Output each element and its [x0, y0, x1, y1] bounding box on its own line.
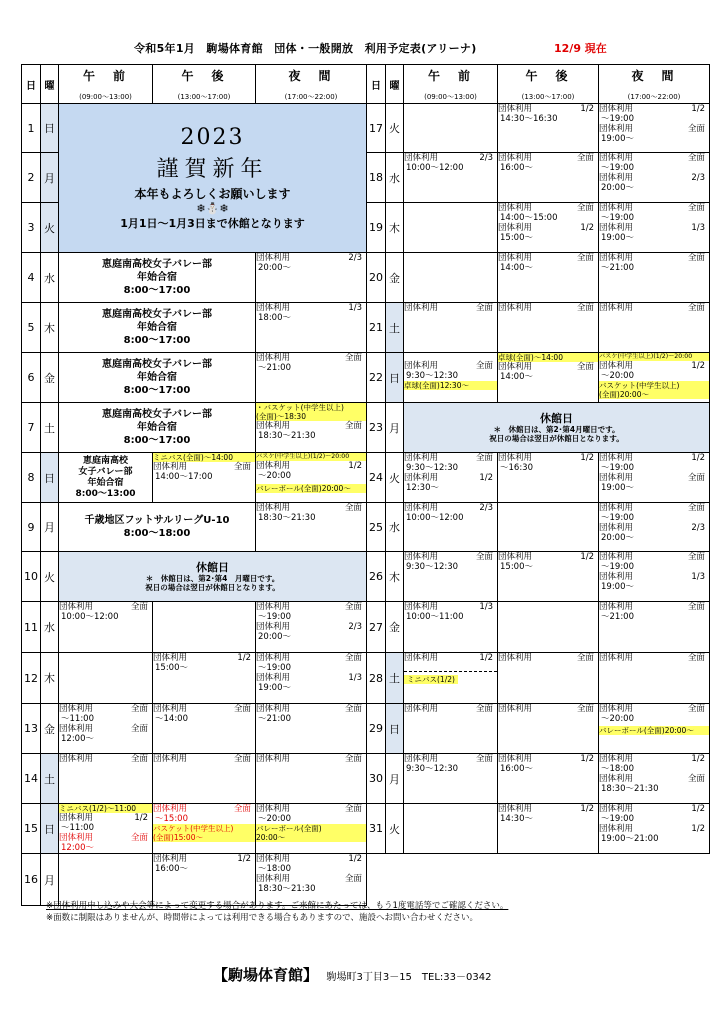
night-cell: 団体利用 全面 ～21:00	[599, 602, 710, 653]
morning-cell	[404, 804, 498, 854]
afternoon-cell: 団体利用 全面 ～15:00 バスケット(中学生以上) (全面)15:00～	[153, 804, 256, 854]
table-row	[22, 552, 367, 602]
schedule-right-table	[366, 64, 710, 854]
night-cell: 団体利用 全面 ～21:00	[256, 353, 367, 403]
day-number: 22	[367, 353, 386, 403]
note-line-2: ※面数に制限はありませんが、時間帯によっては利用できる場合もありますので、施設へお問い合わせください。	[46, 913, 478, 923]
day-of-week: 日	[41, 104, 59, 153]
table-row	[22, 353, 367, 403]
afternoon-cell: 団体利用 全面	[498, 303, 599, 353]
morning-cell: 団体利用 1/3 10:00～11:00	[404, 602, 498, 653]
new-year-message: 本年もよろしくお願いします	[134, 187, 291, 201]
day-number: 18	[367, 153, 386, 203]
night-cell: 団体利用 全面 ～19:00 団体利用 2/3 20:00～	[599, 153, 710, 203]
afternoon-cell: 団体利用 1/2 14:30～16:30	[498, 104, 599, 153]
new-year-year: 2023	[180, 125, 245, 150]
table-row	[367, 153, 710, 203]
day-number: 23	[367, 403, 386, 453]
futsal-block: 千歳地区フットサルリーグU-10 8:00～18:00	[59, 503, 256, 552]
day-of-week: 月	[386, 403, 404, 453]
afternoon-cell: 団体利用 全面	[153, 754, 256, 804]
day-number: 13	[22, 704, 41, 754]
hdr-night: 夜 間 (17:00～22:00)	[256, 65, 367, 104]
day-number: 3	[22, 203, 41, 253]
table-row	[22, 503, 367, 552]
day-of-week: 日	[41, 804, 59, 854]
day-of-week: 木	[41, 653, 59, 704]
afternoon-cell: 団体利用 1/2 16:00～	[153, 854, 256, 906]
night-cell: 団体利用 全面 ～21:00	[256, 704, 367, 754]
facility-address: 駒場町3丁目3－15 TEL:33－0342	[326, 972, 492, 983]
morning-cell	[404, 203, 498, 253]
morning-cell: 団体利用 全面	[404, 704, 498, 754]
afternoon-cell: 団体利用 1/2 ～16:30	[498, 453, 599, 503]
hdr-morning: 午 前 (09:00～13:00)	[404, 65, 498, 104]
day-number: 14	[22, 754, 41, 804]
hdr-afternoon: 午 後 (13:00～17:00)	[153, 65, 256, 104]
day-number: 10	[22, 552, 41, 602]
day-number: 28	[367, 653, 386, 704]
day-of-week: 火	[41, 552, 59, 602]
morning-cell	[404, 104, 498, 153]
day-number: 27	[367, 602, 386, 653]
closed-day-notice: 休館日 ＊ 休館日は、第2･第4月曜日です。 祝日の場合は翌日が休館日となります。	[404, 403, 710, 453]
camp-block: 恵庭南高校女子バレー部 年始合宿 8:00～17:00	[59, 403, 256, 453]
day-of-week: 金	[41, 353, 59, 403]
table-row	[22, 754, 367, 804]
night-cell: バスケ(中学生以上)(1/2)～20:00 団体利用 1/2 ～20:00 バレーボール(全面)20:00～	[256, 453, 367, 503]
table-row	[367, 804, 710, 854]
afternoon-cell: 団体利用 全面 16:00～	[498, 153, 599, 203]
night-cell: 団体利用 全面 ～19:00 団体利用 1/3 19:00～	[256, 653, 367, 704]
day-of-week: 水	[386, 153, 404, 203]
morning-cell: 団体利用 2/3 10:00～12:00	[404, 153, 498, 203]
night-cell: 団体利用 全面 ～20:00 バレーボール(全面) 20:00～	[256, 804, 367, 854]
note-line-1: ※団体利用申し込みや大会等によって変更する場合があります。ご来館にあたっては、もう1度電話等でご確認ください。	[46, 901, 509, 911]
table-row	[367, 104, 710, 153]
afternoon-cell: 団体利用 1/2 15:00～	[153, 653, 256, 704]
table-row	[22, 653, 367, 704]
day-number: 20	[367, 253, 386, 303]
day-of-week: 木	[386, 203, 404, 253]
footer	[213, 964, 491, 985]
day-of-week: 土	[41, 403, 59, 453]
table-row	[367, 403, 710, 453]
day-of-week: 水	[41, 253, 59, 303]
night-cell: 団体利用 1/2 ～18:00 団体利用 全面 18:30～21:30	[256, 854, 367, 906]
day-of-week: 火	[386, 453, 404, 503]
day-of-week: 水	[386, 503, 404, 552]
closed-day-notice: 休館日 ＊ 休館日は、第2･第4 月曜日です。 祝日の場合は翌日が休館日となります。	[59, 552, 367, 602]
afternoon-cell	[153, 602, 256, 653]
day-number: 5	[22, 303, 41, 353]
night-cell: ・バスケット(中学生以上) (全面)～18:30 団体利用 全面 18:30～21:30	[256, 403, 367, 453]
camp-block: 恵庭南高校女子バレー部 年始合宿 8:00～17:00	[59, 353, 256, 403]
day-number: 15	[22, 804, 41, 854]
night-cell: 団体利用 全面 ～19:00 団体利用 1/3 19:00～	[599, 552, 710, 602]
table-row	[367, 353, 710, 403]
day-number: 25	[367, 503, 386, 552]
day-number: 7	[22, 403, 41, 453]
hdr-dow: 曜	[386, 65, 404, 104]
snowman-icon: ❄⛄❄	[196, 202, 229, 215]
camp-block: 恵庭南高校女子バレー部 年始合宿 8:00～17:00	[59, 253, 256, 303]
afternoon-cell: 団体利用 全面 14:00～	[498, 253, 599, 303]
day-number: 19	[367, 203, 386, 253]
afternoon-cell: 団体利用 全面 ～14:00	[153, 704, 256, 754]
afternoon-cell	[498, 503, 599, 552]
morning-cell: 団体利用 全面	[404, 303, 498, 353]
night-cell: 団体利用 1/2 ～18:00 団体利用 全面 18:30～21:30	[599, 754, 710, 804]
day-number: 8	[22, 453, 41, 503]
afternoon-cell: 団体利用 全面 14:00～15:00 団体利用 1/2 15:00～	[498, 203, 599, 253]
afternoon-cell: 団体利用 1/2 15:00～	[498, 552, 599, 602]
afternoon-cell: 団体利用 1/2 16:00～	[498, 754, 599, 804]
morning-cell: 団体利用 1/2 ミニバス(1/2)	[404, 653, 498, 704]
night-cell: 団体利用 全面	[599, 653, 710, 704]
day-number: 1	[22, 104, 41, 153]
hdr-dow: 曜	[41, 65, 59, 104]
night-cell: 団体利用 全面 ～19:00 団体利用 2/3 20:00～	[256, 602, 367, 653]
day-number: 24	[367, 453, 386, 503]
day-of-week: 日	[386, 704, 404, 754]
night-cell: 団体利用 1/2 ～19:00 団体利用 全面 19:00～	[599, 453, 710, 503]
table-row	[367, 453, 710, 503]
schedule-left-table	[21, 64, 367, 906]
morning-cell: ミニバス(1/2)～11:00 団体利用 1/2 ～11:00 団体利用 全面 12:00～	[59, 804, 153, 854]
table-row	[367, 203, 710, 253]
table-row	[22, 453, 367, 503]
day-of-week: 月	[41, 854, 59, 906]
day-of-week: 木	[41, 303, 59, 353]
table-row	[367, 704, 710, 754]
day-of-week: 土	[386, 653, 404, 704]
day-of-week: 火	[386, 104, 404, 153]
morning-cell	[404, 253, 498, 303]
day-of-week: 月	[41, 153, 59, 203]
day-number: 12	[22, 653, 41, 704]
table-row	[22, 303, 367, 353]
title-bar	[0, 40, 724, 56]
table-row	[22, 804, 367, 854]
hdr-night: 夜 間 (17:00～22:00)	[599, 65, 710, 104]
table-row	[367, 303, 710, 353]
day-of-week: 月	[41, 503, 59, 552]
day-number: 6	[22, 353, 41, 403]
day-number: 4	[22, 253, 41, 303]
day-number: 30	[367, 754, 386, 804]
facility-name: 【駒場体育館】	[213, 966, 319, 984]
as-of-date: 12/9 現在	[554, 42, 607, 55]
day-of-week: 金	[41, 704, 59, 754]
night-cell: 団体利用 全面	[256, 754, 367, 804]
morning-cell: 団体利用 全面 9:30～12:30 卓球(全面)12:30～	[404, 353, 498, 403]
camp-block-morning: 恵庭南高校 女子バレー部 年始合宿 8:00～13:00	[59, 453, 153, 503]
morning-cell: 団体利用 全面 9:30～12:30	[404, 754, 498, 804]
day-number: 26	[367, 552, 386, 602]
day-of-week: 金	[386, 253, 404, 303]
day-of-week: 木	[386, 552, 404, 602]
morning-cell: 団体利用 2/3 10:00～12:00	[404, 503, 498, 552]
afternoon-cell	[498, 602, 599, 653]
day-of-week: 土	[41, 754, 59, 804]
new-year-greeting: 謹賀新年	[156, 157, 269, 182]
table-row	[367, 253, 710, 303]
page-title: 令和5年1月 駒場体育館 団体・一般開放 利用予定表(アリーナ)	[134, 42, 477, 55]
night-cell: 団体利用 2/3 20:00～	[256, 253, 367, 303]
morning-cell	[59, 653, 153, 704]
day-of-week: 火	[41, 203, 59, 253]
notes	[46, 900, 508, 924]
day-number: 2	[22, 153, 41, 203]
day-of-week: 火	[386, 804, 404, 854]
night-cell: 団体利用 全面	[599, 303, 710, 353]
morning-cell: 団体利用 全面 10:00～12:00	[59, 602, 153, 653]
day-number: 21	[367, 303, 386, 353]
night-cell: バスケ(中学生以上)(1/2)～20:00 団体利用 1/2 ～20:00 バスケット(中学生以上) (全面)20:00～	[599, 353, 710, 403]
table-row	[22, 253, 367, 303]
table-row	[22, 602, 367, 653]
table-row	[367, 552, 710, 602]
night-cell: 団体利用 全面 ～20:00 バレーボール(全面)20:00～	[599, 704, 710, 754]
table-row	[22, 104, 367, 153]
night-cell: 団体利用 全面 ～19:00 団体利用 1/3 19:00～	[599, 203, 710, 253]
night-cell: 団体利用 1/2 ～19:00 団体利用 1/2 19:00～21:00	[599, 804, 710, 854]
table-row	[22, 704, 367, 754]
morning-cell	[59, 854, 153, 906]
day-number: 11	[22, 602, 41, 653]
day-number: 9	[22, 503, 41, 552]
night-cell: 団体利用 全面 ～21:00	[599, 253, 710, 303]
new-year-closed: 1月1日～1月3日まで休館となります	[120, 217, 305, 230]
table-row	[367, 503, 710, 552]
day-of-week: 土	[386, 303, 404, 353]
afternoon-cell: 卓球(全面)～14:00 団体利用 全面 14:00～	[498, 353, 599, 403]
day-of-week: 日	[386, 353, 404, 403]
hdr-morning: 午 前 (09:00～13:00)	[59, 65, 153, 104]
day-number: 31	[367, 804, 386, 854]
day-number: 17	[367, 104, 386, 153]
day-number: 16	[22, 854, 41, 906]
table-row	[367, 754, 710, 804]
night-cell: 団体利用 全面 ～19:00 団体利用 2/3 20:00～	[599, 503, 710, 552]
hdr-day: 日	[22, 65, 41, 104]
day-of-week: 月	[386, 754, 404, 804]
afternoon-cell: 団体利用 全面	[498, 653, 599, 704]
hdr-afternoon: 午 後 (13:00～17:00)	[498, 65, 599, 104]
hdr-day: 日	[367, 65, 386, 104]
night-cell: 団体利用 1/3 18:00～	[256, 303, 367, 353]
night-cell: 団体利用 1/2 ～19:00 団体利用 全面 19:00～	[599, 104, 710, 153]
new-year-notice	[59, 104, 367, 253]
table-row	[22, 403, 367, 453]
camp-block: 恵庭南高校女子バレー部 年始合宿 8:00～17:00	[59, 303, 256, 353]
morning-cell: 団体利用 全面	[59, 754, 153, 804]
night-cell: 団体利用 全面 18:30～21:30	[256, 503, 367, 552]
afternoon-cell: 団体利用 1/2 14:30～	[498, 804, 599, 854]
afternoon-cell: ミニバス(全面)～14:00 団体利用 全面 14:00～17:00	[153, 453, 256, 503]
table-row	[367, 602, 710, 653]
day-of-week: 日	[41, 453, 59, 503]
day-of-week: 金	[386, 602, 404, 653]
morning-cell: 団体利用 全面 9:30～12:30	[404, 552, 498, 602]
day-number: 29	[367, 704, 386, 754]
morning-cell: 団体利用 全面 9:30～12:30 団体利用 1/2 12:30～	[404, 453, 498, 503]
table-row	[22, 854, 367, 906]
afternoon-cell: 団体利用 全面	[498, 704, 599, 754]
day-of-week: 水	[41, 602, 59, 653]
table-row	[367, 653, 710, 704]
morning-cell: 団体利用 全面 ～11:00 団体利用 全面 12:00～	[59, 704, 153, 754]
